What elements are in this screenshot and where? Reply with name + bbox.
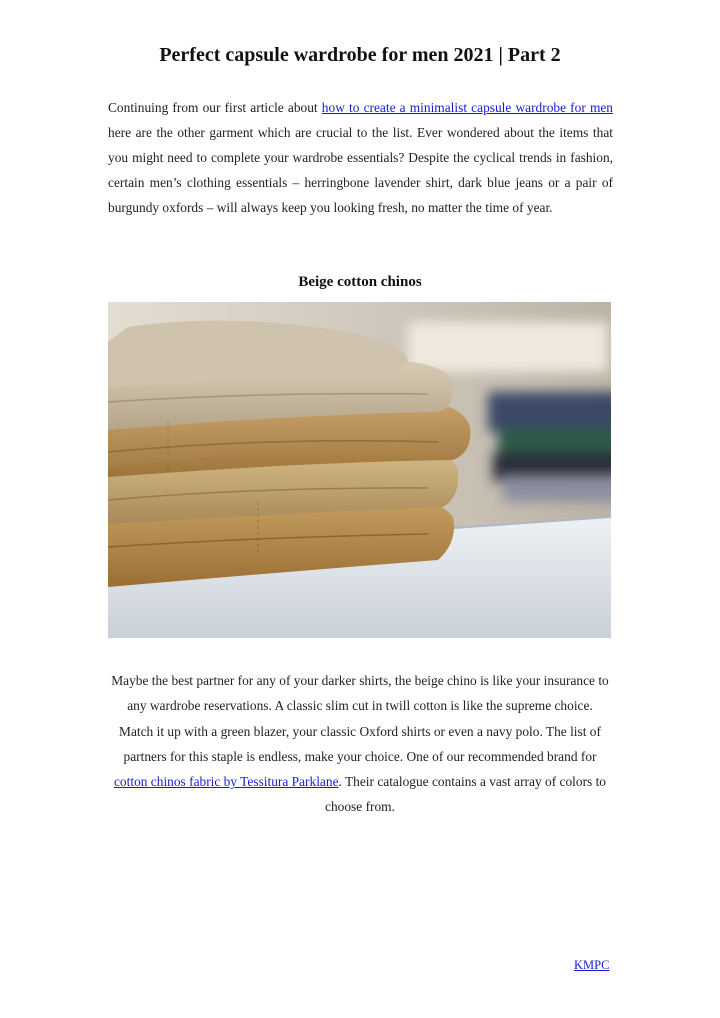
intro-text-before-link: Continuing from our first article about [108, 100, 322, 115]
chinos-photo [108, 302, 611, 638]
intro-paragraph [108, 95, 613, 220]
capsule-wardrobe-article-link[interactable]: how to create a minimalist capsule wardrobe for men [321, 100, 613, 115]
chinos-paragraph [110, 668, 610, 820]
page-title: Perfect capsule wardrobe for men 2021 | Part 2 [159, 44, 561, 66]
kmpc-footer-link[interactable]: KMPC [574, 958, 610, 972]
chinos-text-after-link: . Their catalogue contains a vast array of colors to choose from. [325, 774, 606, 815]
intro-text-after-link: here are the other garment which are crucial to the list. Ever wondered about the items that you might need to complete your wardrobe essentials? Despite the cyclical trends in fashion, certain men’s clothing essentials – herringbone lavender shirt, dark blue jeans or a pair of burgundy oxfords – will always keep you looking fresh, no matter the time of year. [108, 125, 613, 215]
chinos-text-before-link: Maybe the best partner for any of your darker shirts, the beige chino is like your insurance to any wardrobe reservations. A classic slim cut in twill cotton is like the supreme choice. Match it up with a green blazer, your classic Oxford shirts or even a navy polo. The list of partners for this staple is endless, make your choice. One of our recommended brand for [111, 673, 609, 764]
tessitura-parklane-link[interactable]: cotton chinos fabric by Tessitura Parklane [113, 774, 339, 790]
section-heading: Beige cotton chinos [298, 274, 422, 290]
